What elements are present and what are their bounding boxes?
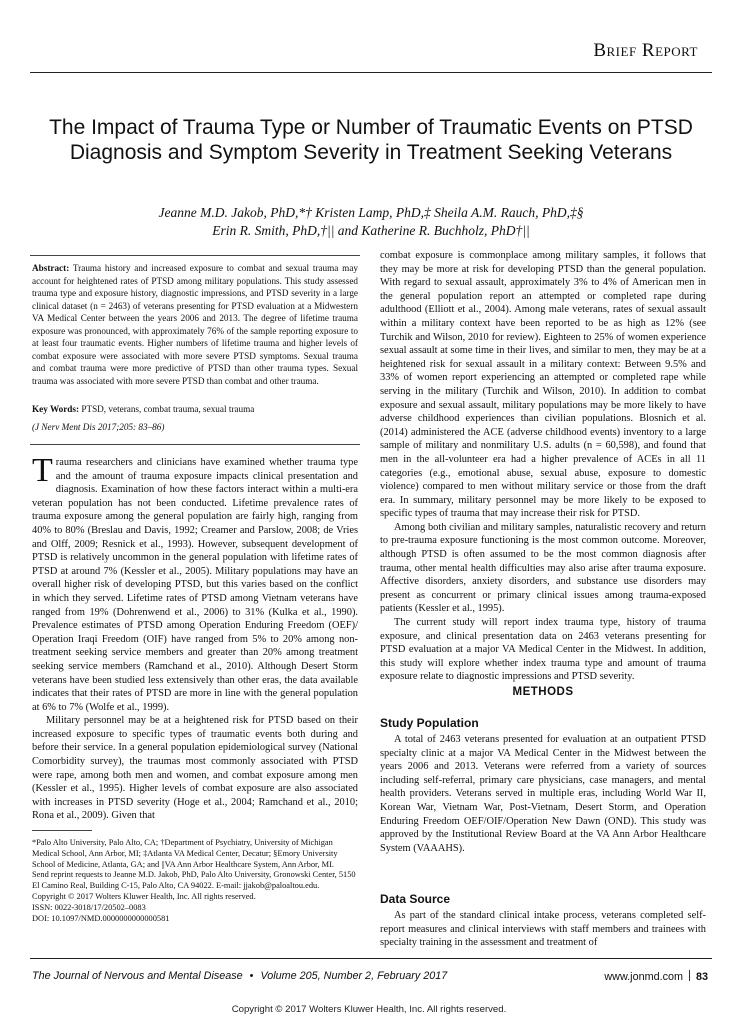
keywords [32,403,358,416]
intro-paragraph-1 [32,452,358,714]
footnote-reprints: Send reprint requests to Jeanne M.D. Jakob, PhD, Palo Alto University, Gronowski Center, 5150 El Camino Real, Building C-15, Palo Alto, CA 94022. E-mail: jjakob@paloaltou.edu. [32,870,356,891]
page-number: 83 [695,971,708,983]
intro-paragraph-1-text: rauma researchers and clinicians have examined whether trauma type and the amount of trauma exposure impacts clinical presentation and diagnosis. Examination of how these factors interact within a multi-era veteran population has not been conducted. Lifetime prevalence rates of trauma exposure among the general population are fairly high, ranging from 40% to 80% (Breslau and Davis, 1992; Creamer and Parslow, 2008; de Vries and Olff, 2009; Resnick et al., 1993). However, subsequent development of PTSD is relatively uncommon in the general population with lifetime rates of PTSD at around 7% (Kessler et al., 2005). Military populations may have an overall higher risk of developing PTSD, but this varies based on the conflict in which they served. Lifetime rates of PTSD among Vietnam veterans have ranged from 19% (Dohrenwend et al., 2006) to 31% (Kulka et al., 1990). Prevalence estimates of PTSD among Operation Enduring Freedom (OEF)/ Operation Iraqi Freedom (OIF) have ranged from 5% to 20% among non-treatment seeking service members and greater than 20% among treatment seeking service members (Ramchand et al., 2010). Although Desert Storm veterans have been studied less extensively than other eras, the data available indicates that their rates of PTSD are more in line with the general population at 6% to 7% (Wolfe et al., 1999). [32,457,358,713]
article-title: The Impact of Trauma Type or Number of Traumatic Events on PTSD Diagnosis and Symptom Severity in Treatment Seeking Veterans [49,116,693,164]
author-list [30,204,712,240]
study-population-paragraph: A total of 2463 veterans presented for evaluation at an outpatient PTSD specialty clinic at a major VA Medical Center in the Midwest between the years 2006 and 2013. Veterans were referred from a variety of sources including self-referral, primary care physicians, case managers, and mental health providers. Veterans served in multiple eras, including World War II, Korean War, Vietnam War, Post-Vietnam, Desert Storm, and Operation Enduring Freedom OEF/OIF/Operation New Dawn (OND). This study was approved by the Institutional Review Board at the VA Ann Arbor Healthcare System (VAAAHS). [380,734,706,854]
section-label [593,40,698,62]
abstract-label: Abstract: [32,263,70,273]
footnote-doi: DOI: 10.1097/NMD.0000000000000581 [32,913,170,923]
citation: (J Nerv Ment Dis 2017;205: 83–86) [32,422,165,432]
footer-right [604,970,708,983]
header-rule [30,72,712,73]
intro-paragraph-2: Military personnel may be at a heightened risk for PTSD based on their increased exposure to specific types of traumatic events both during and before their service. In a general population epidemiological survey (National Comorbidity survey), the traumas most commonly associated with PTSD were rape, among both men and women, and combat exposure among men (Kessler et al., 1995). Higher levels of combat exposure are also associated with increases in PTSD severity (Hoge et al., 2004; Ramchand et al., 2010; Rona et al., 2009). Given that [32,715,358,822]
footer-rule [30,958,712,959]
data-source-heading: Data Source [380,892,451,906]
footer-volume-info: Volume 205, Number 2, February 2017 [260,970,448,982]
author-line-2: Erin R. Smith, PhD,†|| and Katherine R. Buchholz, PhD†|| [212,223,530,238]
right-column-body [380,249,706,684]
footnote-affiliations: *Palo Alto University, Palo Alto, CA; †Department of Psychiatry, University of Michigan Medical School, Ann Arbor, MI; ‡Atlanta VA Medical Center, Decatur; §Emory University School of Medicine, Atlanta, GA; and ||VA Ann Arbor Healthcare System, Ann Arbor, MI. [32,838,338,869]
keywords-text: PTSD, veterans, combat trauma, sexual trauma [81,404,255,414]
left-column-body [32,452,358,823]
footnotes [32,838,358,924]
data-source-section [380,909,706,950]
right-paragraph-3: The current study will report index trauma type, history of trauma exposure, and clinical presentation data on 2463 veterans presenting for PTSD evaluation at a major VA Medical Center in the Midwest. In addition, this study will explore whether index trauma type and amount of trauma exposure relate to diagnostic impressions and PTSD severity. [380,617,706,683]
footer-journal-name: The Journal of Nervous and Mental Disease [32,970,243,982]
abstract [32,262,358,387]
methods-heading: METHODS [512,686,574,698]
abstract-text: Trauma history and increased exposure to combat and sexual trauma may account for heightened rates of PTSD among military populations. This study assessed trauma type and exposure history, diagnostic impressions, and PTSD severity in a large clinical dataset (n = 2463) of veterans presenting for PTSD evaluation at a Midwestern VA Medical Center between the years 2006 and 2013. The degree of lifetime trauma exposure was pronounced, with approximately 76% of the sample reporting exposure to at least four traumatic events. Higher numbers of lifetime trauma and higher levels of combat exposure were associated with more severe PTSD symptoms. Sexual trauma and combat trauma were more predictive of PTSD than other trauma types. Sexual trauma was associated with more severe PTSD than combat and other trauma. [32,263,358,386]
footer-journal-info [32,970,447,982]
footer-website-link[interactable]: www.jonmd.com [604,971,683,983]
data-source-paragraph: As part of the standard clinical intake process, veterans completed self-report measures and clinical interviews with staff members and trainees with specialty training in the assessment and treatment of [380,910,706,949]
footer-separator: • [249,970,254,982]
author-line-1: Jeanne M.D. Jakob, PhD,*† Kristen Lamp, PhD,‡ Sheila A.M. Rauch, PhD,‡§ [158,205,584,220]
section-label-text: Brief Report [593,40,698,61]
drop-cap: T [32,452,53,489]
copyright-bar: Copyright © 2017 Wolters Kluwer Health, Inc. All rights reserved. [231,1004,507,1015]
study-population-heading: Study Population [380,716,479,730]
footnote-issn: ISSN: 0022-3018/17/20502–0083 [32,902,146,912]
right-paragraph-1: combat exposure is commonplace among military samples, it follows that they may be more at risk for developing PTSD than the general population. With regard to sexual assault, approximately 3% to 4% of American men in the general population report an attempted or completed rape during adulthood (Elliott et al., 2004). Among male veterans, rates of sexual assault within a military context have been reported to be as high as 12% (see Turchik and Wilson, 2010 for review). Eighteen to 25% of women experience sexual assault at some time in their lives, and similar to men, they may be at a heightened risk for sexual assault in a military context: Between 9.5% and 33% of women report experiencing an attempted or completed rape while serving in the military (Turchik and Wilson, 2010). In addition to combat exposure and sexual assault, military populations may be more likely to have adverse childhood experiences than civilian populations. Blosnich et al. (2014) administered the ACE (adverse childhood events) inventory to a large sample of military and nonmilitary U.S. adults (n = 60,598), and found that men in the all-volunteer era had a higher prevalence of ACEs in all 11 categories (e.g., emotional abuse, sexual abuse, exposure to domestic violence) compared to men without military service or those from the draft era. In summary, military personnel may be more likely to be exposed to specific types of trauma that may increase their risk for PTSD. [380,250,706,520]
footer-pipe-divider [689,970,690,981]
keywords-label: Key Words: [32,404,80,414]
study-population-section [380,733,706,855]
footnote-copyright: Copyright © 2017 Wolters Kluwer Health, Inc. All rights reserved. [32,891,256,901]
footnote-rule [32,830,92,831]
right-paragraph-2: Among both civilian and military samples, naturalistic recovery and return to pre-trauma exposure functioning is the most common outcome. Moreover, although PTSD is often assumed to be the most common diagnosis after trauma, other mental health difficulties may also arise after trauma exposure. Affective disorders, anxiety disorders, and substance use disorders may present as concurrent or primary clinical issues among trauma-exposed patients (Kessler et al., 1995). [380,521,706,615]
